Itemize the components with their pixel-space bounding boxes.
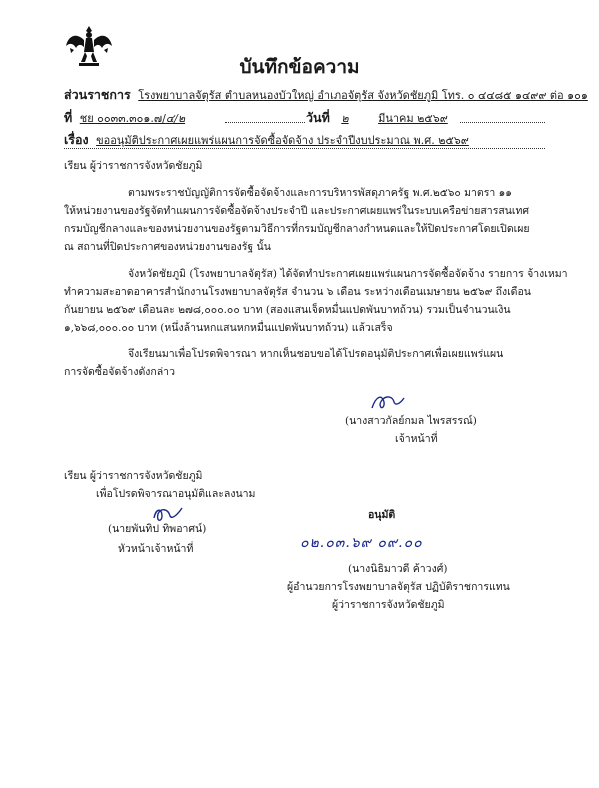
ref-handwritten: ๔/๒ xyxy=(165,112,186,125)
date-row xyxy=(306,108,448,128)
subject-row xyxy=(64,130,469,150)
endorsement-line-2: เพื่อโปรดพิจารณาอนุมัติและลงนาม xyxy=(96,488,256,500)
signature-1-mark xyxy=(368,390,408,414)
signature-1-name: (นางสาวกัลย์กมล ไพรสรรณ์) xyxy=(345,415,477,427)
para1-line: ณ สถานที่ปิดประกาศของหน่วยงานของรัฐ นั้น xyxy=(64,241,271,253)
date-day: ๒ xyxy=(341,112,349,125)
ref-row xyxy=(64,108,185,128)
para2-line: ๑,๖๖๘,๐๐๐.๐๐ บาท (หนึ่งล้านหกแสนหกหมื่นแปดพันบาทถ้วน) แล้วเสร็จ xyxy=(64,322,393,334)
agency-label: ส่วนราชการ xyxy=(64,87,131,102)
ref-dotline xyxy=(225,122,305,123)
signature-2-position: หัวหน้าเจ้าหน้าที่ xyxy=(118,543,194,555)
para2-line: จังหวัดชัยภูมิ (โรงพยาบาลจัตุรัส) ได้จัดทำประกาศเผยแพร่แผนการจัดซื้อจัดจ้าง รายการ จ้างเหมา xyxy=(128,268,568,280)
para1-line: กรมบัญชีกลางและของหน่วยงานของรัฐตามวิธีการที่กรมบัญชีกลางกำหนดและให้ปิดประกาศโดยเปิดเผย xyxy=(64,223,530,235)
salutation: เรียน ผู้ว่าราชการจังหวัดชัยภูมิ xyxy=(64,160,203,172)
para1-line: ตามพระราชบัญญัติการจัดซื้อจัดจ้างและการบริหารพัสดุภาครัฐ พ.ศ.๒๕๖๐ มาตรา ๑๑ xyxy=(128,187,512,199)
para1-line: ให้หน่วยงานของรัฐจัดทำแผนการจัดซื้อจัดจ้างประจำปี และประกาศเผยแพร่ในระบบเครือข่ายสารสนเทศ xyxy=(64,205,530,217)
subject-value: ขออนุมัติประกาศเผยแพร่แผนการจัดซื้อจัดจ้าง ประจำปีงบประมาณ พ.ศ. ๒๕๖๙ xyxy=(96,134,469,147)
ref-value: ชย ๐๐๓๓.๓๐๑.๗/ xyxy=(79,112,166,125)
approval-name: (นางนิธิมาวดี ค้าวงศ์) xyxy=(348,563,448,575)
date-dotline xyxy=(460,122,545,123)
signature-2-name: (นายพันทิป ทิพอาศน์) xyxy=(108,523,207,535)
agency-value: โรงพยาบาลจัตุรัส ตำบลหนองบัวใหญ่ อำเภอจัตุรัส จังหวัดชัยภูมิ โทร. ๐ ๔๔๘๕ ๑๔๙๙ ต่อ ๑๐๑ xyxy=(138,89,588,102)
date-label: วันที่ xyxy=(306,110,330,125)
para3-line: จึงเรียนมาเพื่อโปรดพิจารณา หากเห็นชอบขอได้โปรดอนุมัติประกาศเพื่อเผยแพร่แผน xyxy=(128,348,504,360)
date-rest: มีนาคม ๒๕๖๙ xyxy=(378,112,448,125)
subject-label: เรื่อง xyxy=(64,132,89,147)
ref-label: ที่ xyxy=(64,110,73,125)
agency-row xyxy=(64,85,588,105)
header-divider xyxy=(64,148,545,149)
para2-line: ทำความสะอาดอาคารสำนักงานโรงพยาบาลจัตุรัส จำนวน ๖ เดือน ระหว่างเดือนเมษายน ๒๕๖๙ ถึงเดือน xyxy=(64,286,531,298)
approval-handwritten-date: ๐๒.๐๓.๖๙ ๐๙.๐๐ xyxy=(300,535,423,551)
endorsement-line-1: เรียน ผู้ว่าราชการจังหวัดชัยภูมิ xyxy=(64,470,203,482)
para3-line: การจัดซื้อจัดจ้างดังกล่าว xyxy=(64,366,175,378)
approval-label: อนุมัติ xyxy=(368,509,396,521)
approval-position-2: ผู้ว่าราชการจังหวัดชัยภูมิ xyxy=(332,599,445,611)
page-title: บันทึกข้อความ xyxy=(239,56,360,78)
para2-line: กันยายน ๒๕๖๙ เดือนละ ๒๗๘,๐๐๐.๐๐ บาท (สองแสนเจ็ดหมื่นแปดพันบาทถ้วน) รวมเป็นจำนวนเงิน xyxy=(64,304,511,316)
signature-1-position: เจ้าหน้าที่ xyxy=(395,433,438,445)
approval-position-1: ผู้อำนวยการโรงพยาบาลจัตุรัส ปฏิบัติราชการแทน xyxy=(287,581,510,593)
